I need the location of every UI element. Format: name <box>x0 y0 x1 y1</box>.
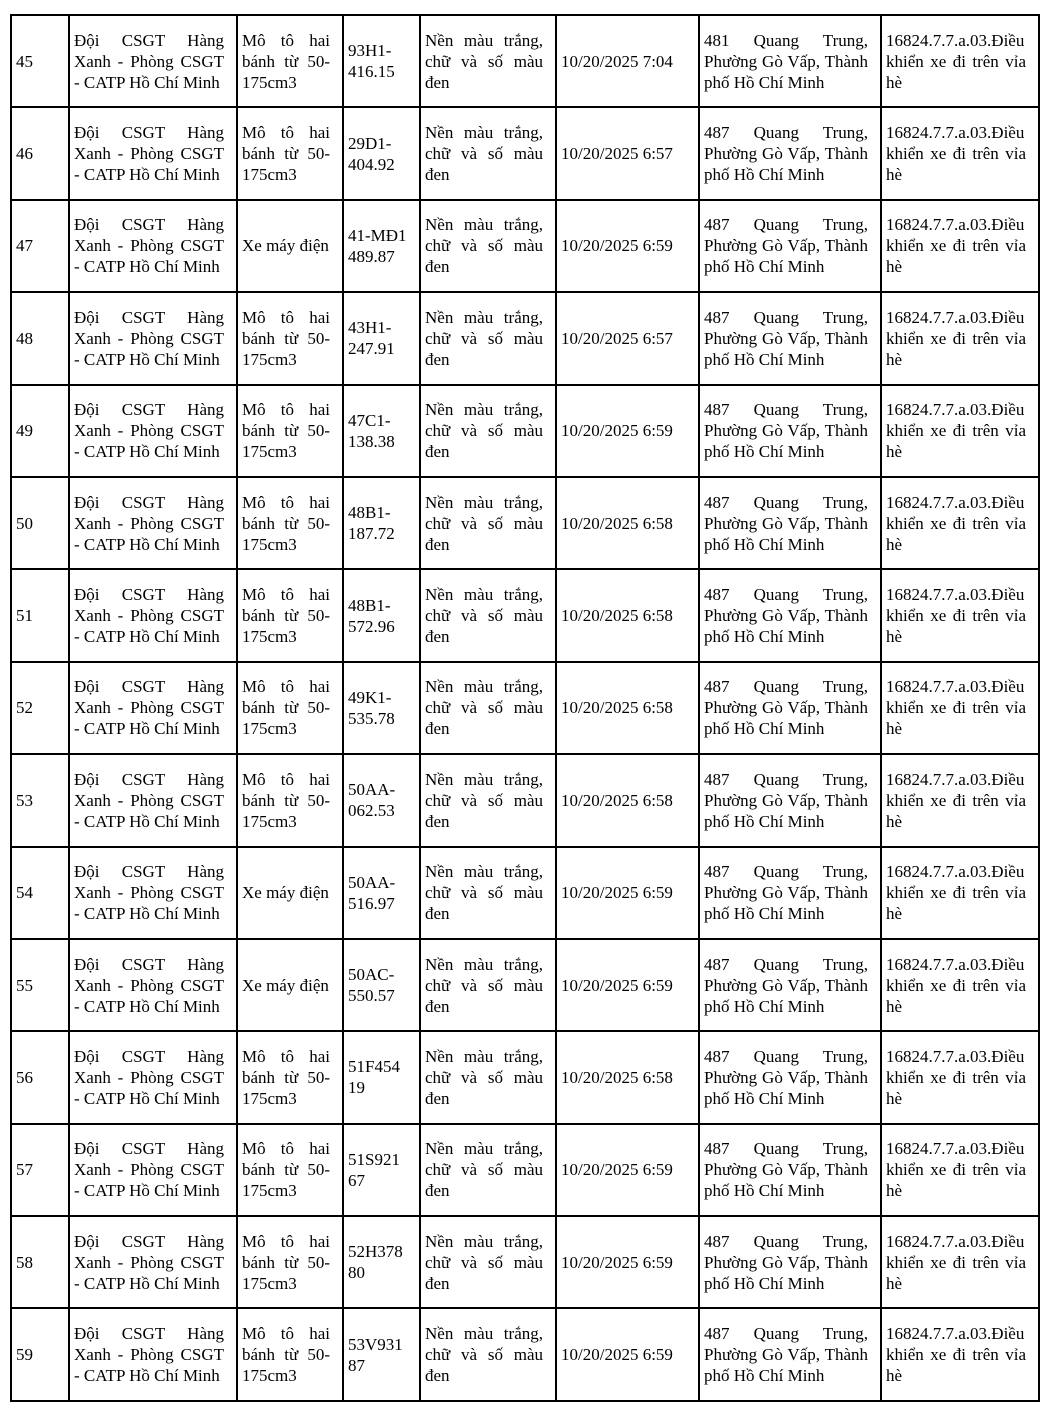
unit-cell: Đội CSGT Hàng Xanh - Phòng CSGT - CATP Hồ Chí Minh <box>69 292 237 384</box>
unit-cell: Đội CSGT Hàng Xanh - Phòng CSGT - CATP Hồ Chí Minh <box>69 1124 237 1216</box>
license-plate-cell: 52H37880 <box>343 1216 420 1308</box>
table-row <box>11 1308 1039 1400</box>
violation-time-cell: 10/20/2025 6:59 <box>556 1216 699 1308</box>
license-plate-cell: 51S92167 <box>343 1124 420 1216</box>
unit-cell: Đội CSGT Hàng Xanh - Phòng CSGT - CATP Hồ Chí Minh <box>69 200 237 292</box>
vehicle-type-cell: Mô tô hai bánh từ 50-175cm3 <box>237 15 343 107</box>
license-plate-cell: 50AA-516.97 <box>343 847 420 939</box>
row-number-cell: 53 <box>11 754 69 846</box>
table-row <box>11 1216 1039 1308</box>
plate-color-cell: Nền màu trắng, chữ và số màu đen <box>420 477 556 569</box>
row-number-cell: 57 <box>11 1124 69 1216</box>
plate-color-cell: Nền màu trắng, chữ và số màu đen <box>420 939 556 1031</box>
table-row <box>11 662 1039 754</box>
unit-cell: Đội CSGT Hàng Xanh - Phòng CSGT - CATP Hồ Chí Minh <box>69 754 237 846</box>
row-number-cell: 52 <box>11 662 69 754</box>
table-row <box>11 1124 1039 1216</box>
license-plate-cell: 48B1-187.72 <box>343 477 420 569</box>
vehicle-type-cell: Mô tô hai bánh từ 50-175cm3 <box>237 1216 343 1308</box>
license-plate-cell: 29D1-404.92 <box>343 107 420 199</box>
location-cell: 487 Quang Trung, Phường Gò Vấp, Thành phố Hồ Chí Minh <box>699 1124 881 1216</box>
row-number-cell: 48 <box>11 292 69 384</box>
license-plate-cell: 50AC-550.57 <box>343 939 420 1031</box>
license-plate-cell: 49K1-535.78 <box>343 662 420 754</box>
table-row <box>11 292 1039 384</box>
violation-code-cell: 16824.7.7.a.03.Điều khiển xe đi trên vỉa hè <box>881 1308 1039 1400</box>
plate-color-cell: Nền màu trắng, chữ và số màu đen <box>420 1031 556 1123</box>
row-number-cell: 59 <box>11 1308 69 1400</box>
unit-cell: Đội CSGT Hàng Xanh - Phòng CSGT - CATP Hồ Chí Minh <box>69 477 237 569</box>
location-cell: 487 Quang Trung, Phường Gò Vấp, Thành phố Hồ Chí Minh <box>699 292 881 384</box>
location-cell: 487 Quang Trung, Phường Gò Vấp, Thành phố Hồ Chí Minh <box>699 385 881 477</box>
row-number-cell: 46 <box>11 107 69 199</box>
location-cell: 487 Quang Trung, Phường Gò Vấp, Thành phố Hồ Chí Minh <box>699 939 881 1031</box>
vehicle-type-cell: Mô tô hai bánh từ 50-175cm3 <box>237 569 343 661</box>
violation-code-cell: 16824.7.7.a.03.Điều khiển xe đi trên vỉa hè <box>881 200 1039 292</box>
table-row <box>11 15 1039 107</box>
plate-color-cell: Nền màu trắng, chữ và số màu đen <box>420 200 556 292</box>
row-number-cell: 58 <box>11 1216 69 1308</box>
plate-color-cell: Nền màu trắng, chữ và số màu đen <box>420 1308 556 1400</box>
violation-time-cell: 10/20/2025 6:57 <box>556 107 699 199</box>
location-cell: 487 Quang Trung, Phường Gò Vấp, Thành phố Hồ Chí Minh <box>699 1308 881 1400</box>
vehicle-type-cell: Mô tô hai bánh từ 50-175cm3 <box>237 1031 343 1123</box>
violation-time-cell: 10/20/2025 6:59 <box>556 847 699 939</box>
unit-cell: Đội CSGT Hàng Xanh - Phòng CSGT - CATP Hồ Chí Minh <box>69 107 237 199</box>
license-plate-cell: 47C1-138.38 <box>343 385 420 477</box>
violation-code-cell: 16824.7.7.a.03.Điều khiển xe đi trên vỉa hè <box>881 569 1039 661</box>
location-cell: 487 Quang Trung, Phường Gò Vấp, Thành phố Hồ Chí Minh <box>699 107 881 199</box>
violation-code-cell: 16824.7.7.a.03.Điều khiển xe đi trên vỉa hè <box>881 847 1039 939</box>
violation-code-cell: 16824.7.7.a.03.Điều khiển xe đi trên vỉa hè <box>881 754 1039 846</box>
license-plate-cell: 51F45419 <box>343 1031 420 1123</box>
unit-cell: Đội CSGT Hàng Xanh - Phòng CSGT - CATP Hồ Chí Minh <box>69 1031 237 1123</box>
license-plate-cell: 41-MĐ1 489.87 <box>343 200 420 292</box>
row-number-cell: 45 <box>11 15 69 107</box>
vehicle-type-cell: Mô tô hai bánh từ 50-175cm3 <box>237 107 343 199</box>
table-row <box>11 754 1039 846</box>
plate-color-cell: Nền màu trắng, chữ và số màu đen <box>420 569 556 661</box>
row-number-cell: 56 <box>11 1031 69 1123</box>
table-row <box>11 847 1039 939</box>
table-row <box>11 107 1039 199</box>
table-row <box>11 477 1039 569</box>
violation-code-cell: 16824.7.7.a.03.Điều khiển xe đi trên vỉa hè <box>881 939 1039 1031</box>
unit-cell: Đội CSGT Hàng Xanh - Phòng CSGT - CATP Hồ Chí Minh <box>69 1216 237 1308</box>
violation-code-cell: 16824.7.7.a.03.Điều khiển xe đi trên vỉa hè <box>881 477 1039 569</box>
location-cell: 487 Quang Trung, Phường Gò Vấp, Thành phố Hồ Chí Minh <box>699 662 881 754</box>
violation-time-cell: 10/20/2025 6:58 <box>556 1031 699 1123</box>
violation-time-cell: 10/20/2025 6:59 <box>556 1308 699 1400</box>
table-row <box>11 385 1039 477</box>
vehicle-type-cell: Mô tô hai bánh từ 50-175cm3 <box>237 754 343 846</box>
row-number-cell: 50 <box>11 477 69 569</box>
license-plate-cell: 53V93187 <box>343 1308 420 1400</box>
vehicle-type-cell: Mô tô hai bánh từ 50-175cm3 <box>237 477 343 569</box>
violation-time-cell: 10/20/2025 6:59 <box>556 385 699 477</box>
violation-time-cell: 10/20/2025 6:59 <box>556 939 699 1031</box>
vehicle-type-cell: Mô tô hai bánh từ 50-175cm3 <box>237 662 343 754</box>
plate-color-cell: Nền màu trắng, chữ và số màu đen <box>420 292 556 384</box>
vehicle-type-cell: Mô tô hai bánh từ 50-175cm3 <box>237 1124 343 1216</box>
table-row <box>11 569 1039 661</box>
location-cell: 487 Quang Trung, Phường Gò Vấp, Thành phố Hồ Chí Minh <box>699 847 881 939</box>
violation-time-cell: 10/20/2025 6:58 <box>556 477 699 569</box>
table-row <box>11 200 1039 292</box>
location-cell: 481 Quang Trung, Phường Gò Vấp, Thành phố Hồ Chí Minh <box>699 15 881 107</box>
vehicle-type-cell: Mô tô hai bánh từ 50-175cm3 <box>237 292 343 384</box>
location-cell: 487 Quang Trung, Phường Gò Vấp, Thành phố Hồ Chí Minh <box>699 1031 881 1123</box>
vehicle-type-cell: Xe máy điện <box>237 847 343 939</box>
license-plate-cell: 48B1-572.96 <box>343 569 420 661</box>
violation-time-cell: 10/20/2025 6:58 <box>556 569 699 661</box>
unit-cell: Đội CSGT Hàng Xanh - Phòng CSGT - CATP Hồ Chí Minh <box>69 385 237 477</box>
row-number-cell: 47 <box>11 200 69 292</box>
violation-code-cell: 16824.7.7.a.03.Điều khiển xe đi trên vỉa hè <box>881 15 1039 107</box>
plate-color-cell: Nền màu trắng, chữ và số màu đen <box>420 385 556 477</box>
violation-time-cell: 10/20/2025 7:04 <box>556 15 699 107</box>
location-cell: 487 Quang Trung, Phường Gò Vấp, Thành phố Hồ Chí Minh <box>699 477 881 569</box>
location-cell: 487 Quang Trung, Phường Gò Vấp, Thành phố Hồ Chí Minh <box>699 200 881 292</box>
violation-table <box>10 14 1040 1402</box>
table-row <box>11 939 1039 1031</box>
location-cell: 487 Quang Trung, Phường Gò Vấp, Thành phố Hồ Chí Minh <box>699 754 881 846</box>
violation-time-cell: 10/20/2025 6:59 <box>556 1124 699 1216</box>
violation-time-cell: 10/20/2025 6:58 <box>556 754 699 846</box>
violation-time-cell: 10/20/2025 6:58 <box>556 662 699 754</box>
violation-code-cell: 16824.7.7.a.03.Điều khiển xe đi trên vỉa hè <box>881 1216 1039 1308</box>
violation-code-cell: 16824.7.7.a.03.Điều khiển xe đi trên vỉa hè <box>881 662 1039 754</box>
unit-cell: Đội CSGT Hàng Xanh - Phòng CSGT - CATP Hồ Chí Minh <box>69 569 237 661</box>
row-number-cell: 55 <box>11 939 69 1031</box>
vehicle-type-cell: Mô tô hai bánh từ 50-175cm3 <box>237 385 343 477</box>
plate-color-cell: Nền màu trắng, chữ và số màu đen <box>420 1124 556 1216</box>
plate-color-cell: Nền màu trắng, chữ và số màu đen <box>420 1216 556 1308</box>
violation-code-cell: 16824.7.7.a.03.Điều khiển xe đi trên vỉa hè <box>881 1124 1039 1216</box>
unit-cell: Đội CSGT Hàng Xanh - Phòng CSGT - CATP Hồ Chí Minh <box>69 662 237 754</box>
violation-time-cell: 10/20/2025 6:59 <box>556 200 699 292</box>
row-number-cell: 51 <box>11 569 69 661</box>
license-plate-cell: 50AA-062.53 <box>343 754 420 846</box>
vehicle-type-cell: Xe máy điện <box>237 200 343 292</box>
plate-color-cell: Nền màu trắng, chữ và số màu đen <box>420 754 556 846</box>
violation-time-cell: 10/20/2025 6:57 <box>556 292 699 384</box>
plate-color-cell: Nền màu trắng, chữ và số màu đen <box>420 847 556 939</box>
location-cell: 487 Quang Trung, Phường Gò Vấp, Thành phố Hồ Chí Minh <box>699 569 881 661</box>
license-plate-cell: 43H1-247.91 <box>343 292 420 384</box>
table-row <box>11 1031 1039 1123</box>
violation-code-cell: 16824.7.7.a.03.Điều khiển xe đi trên vỉa hè <box>881 1031 1039 1123</box>
violation-code-cell: 16824.7.7.a.03.Điều khiển xe đi trên vỉa hè <box>881 292 1039 384</box>
license-plate-cell: 93H1-416.15 <box>343 15 420 107</box>
row-number-cell: 54 <box>11 847 69 939</box>
unit-cell: Đội CSGT Hàng Xanh - Phòng CSGT - CATP Hồ Chí Minh <box>69 15 237 107</box>
plate-color-cell: Nền màu trắng, chữ và số màu đen <box>420 15 556 107</box>
unit-cell: Đội CSGT Hàng Xanh - Phòng CSGT - CATP Hồ Chí Minh <box>69 847 237 939</box>
row-number-cell: 49 <box>11 385 69 477</box>
plate-color-cell: Nền màu trắng, chữ và số màu đen <box>420 107 556 199</box>
plate-color-cell: Nền màu trắng, chữ và số màu đen <box>420 662 556 754</box>
violation-code-cell: 16824.7.7.a.03.Điều khiển xe đi trên vỉa hè <box>881 385 1039 477</box>
vehicle-type-cell: Xe máy điện <box>237 939 343 1031</box>
location-cell: 487 Quang Trung, Phường Gò Vấp, Thành phố Hồ Chí Minh <box>699 1216 881 1308</box>
unit-cell: Đội CSGT Hàng Xanh - Phòng CSGT - CATP Hồ Chí Minh <box>69 939 237 1031</box>
unit-cell: Đội CSGT Hàng Xanh - Phòng CSGT - CATP Hồ Chí Minh <box>69 1308 237 1400</box>
violation-code-cell: 16824.7.7.a.03.Điều khiển xe đi trên vỉa hè <box>881 107 1039 199</box>
vehicle-type-cell: Mô tô hai bánh từ 50-175cm3 <box>237 1308 343 1400</box>
